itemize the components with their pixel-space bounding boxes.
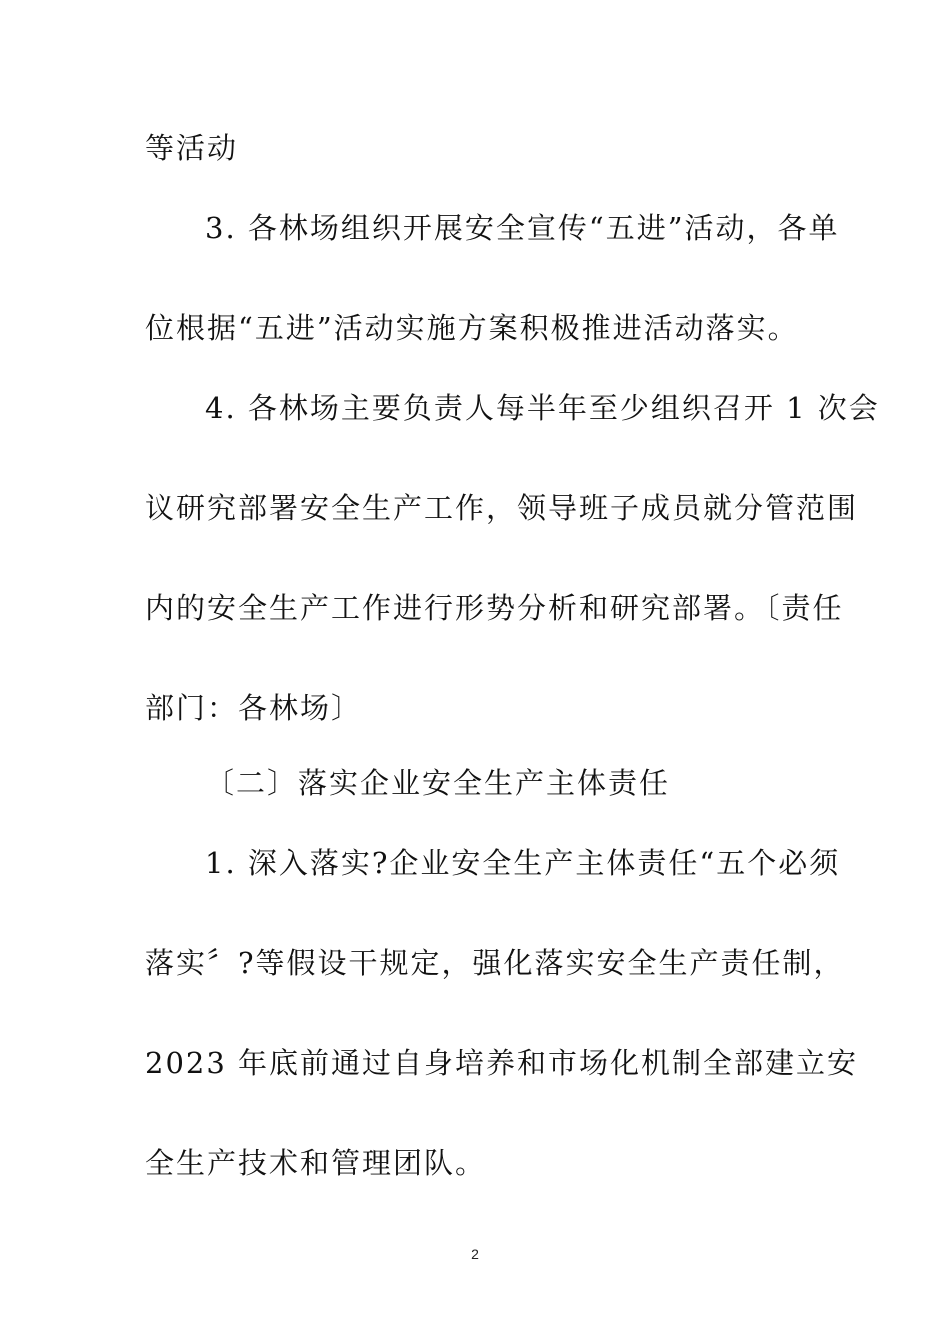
section-heading: 〔二〕落实企业安全生产主体责任 [205, 766, 671, 800]
paragraph-line: 4. 各林场主要负责人每半年至少组织召开 1 次会 [205, 391, 880, 425]
paragraph-line: 全生产技术和管理团队。 [145, 1146, 487, 1180]
paragraph-line: 等活动 [145, 131, 239, 165]
paragraph-line: 部门：各林场〕 [145, 691, 363, 725]
paragraph-line: 内的安全生产工作进行形势分析和研究部署。〔责任 [145, 591, 844, 625]
page-number: 2 [471, 1246, 479, 1262]
paragraph-line: 2023 年底前通过自身培养和市场化机制全部建立安 [145, 1046, 859, 1080]
paragraph-line: 1. 深入落实?企业安全生产主体责任“五个必须 [205, 846, 841, 880]
paragraph-line: 位根据“五进”活动实施方案积极推进活动落实。 [145, 311, 799, 345]
paragraph-line: 3. 各林场组织开展安全宣传“五进”活动，各单 [205, 211, 840, 245]
paragraph-line: 落实〞?等假设干规定，强化落实安全生产责任制， [145, 946, 845, 980]
paragraph-line: 议研究部署安全生产工作，领导班子成员就分管范围 [145, 491, 859, 525]
